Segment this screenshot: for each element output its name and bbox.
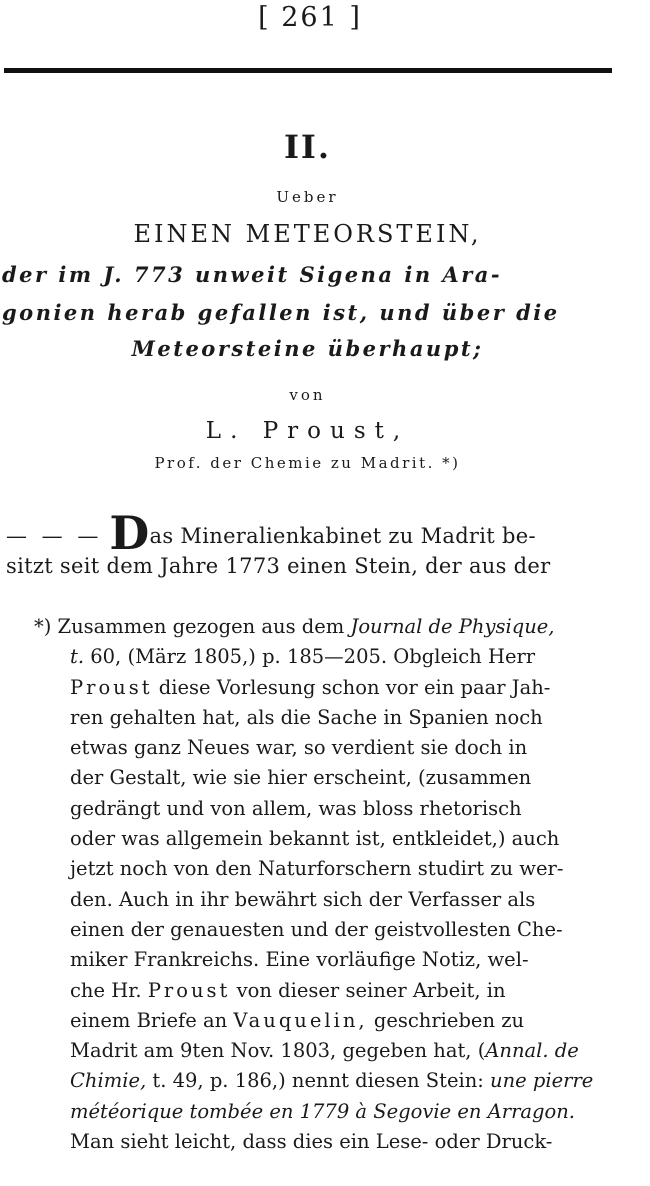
footnote xyxy=(34,612,634,1157)
body-line-2: sitzt seit dem Jahre 1773 einen Stein, der aus der xyxy=(6,554,551,578)
footnote-text: Madrit am 9ten Nov. 1803, gegeben hat, ( xyxy=(70,1039,486,1063)
footnote-quote: une pierre xyxy=(490,1069,594,1093)
footnote-line: etwas ganz Neues war, so verdient sie doch in xyxy=(70,736,528,760)
footnote-line: Man sieht leicht, dass dies ein Lese- oder Druck- xyxy=(70,1130,553,1154)
footnote-name-proust: Proust xyxy=(147,978,231,1002)
header-rule xyxy=(4,68,612,73)
footnote-text: *) Zusammen gezogen aus dem xyxy=(34,615,351,638)
subtitle-line-2: gonien herab gefallen ist, und über die xyxy=(2,300,560,325)
footnote-line: einen der genauesten und der geistvollesten Che- xyxy=(70,917,563,941)
footnote-journal-title: Journal de Physique, xyxy=(350,615,555,638)
footnote-text: von dieser seiner Arbeit, in xyxy=(230,978,506,1002)
footnote-line: den. Auch in ihr bewährt sich der Verfasser als xyxy=(70,887,536,911)
footnote-line xyxy=(34,612,634,642)
footnote-line xyxy=(34,1006,634,1036)
footnote-line: gedrängt und von allem, was bloss rhetorisch xyxy=(70,796,522,820)
body-line-1 xyxy=(6,506,626,560)
footnote-line xyxy=(34,1066,634,1096)
footnote-text: t. xyxy=(70,645,85,669)
footnote-journal-title: Chimie, xyxy=(70,1069,147,1093)
body-line-1-text: as Mineralienkabinet zu Madrit be- xyxy=(149,524,536,548)
section-numeral: II. xyxy=(283,128,332,166)
footnote-name-proust: Proust xyxy=(70,675,153,699)
dash-lead: — — — xyxy=(6,524,103,548)
footnote-text: geschrieben zu xyxy=(367,1008,525,1032)
footnote-journal-title: Annal. de xyxy=(485,1039,579,1063)
footnote-line: der Gestalt, wie sie hier erscheint, (zusammen xyxy=(70,766,532,790)
author-name: L. Proust, xyxy=(205,418,410,444)
subtitle-line-3: Meteorsteine überhaupt; xyxy=(131,336,484,361)
footnote-line: miker Frankreichs. Eine vorläufige Notiz, wel- xyxy=(70,948,529,972)
footnote-line: météorique tombée en 1779 à Segovie en Arragon. xyxy=(70,1099,576,1123)
footnote-text: che Hr. xyxy=(70,978,148,1002)
footnote-text: t. 49, p. 186,) nennt diesen Stein: xyxy=(146,1069,491,1093)
footnote-text: diese Vorlesung schon vor ein paar Jah- xyxy=(152,675,551,699)
subtitle-line-1: der im J. 773 unweit Sigena in Ara- xyxy=(2,262,503,287)
footnote-line xyxy=(34,673,634,703)
footnote-line xyxy=(34,976,634,1006)
by-line: von xyxy=(289,386,326,404)
footnote-name-vauquelin: Vauquelin, xyxy=(233,1008,368,1032)
drop-cap: D xyxy=(109,506,150,560)
footnote-line: oder was allgemein bekannt ist, entkleidet,) auch xyxy=(70,827,560,851)
footnote-line: jetzt noch von den Naturforschern studirt zu wer- xyxy=(70,857,564,881)
page-number: [ 261 ] xyxy=(258,2,362,33)
article-title: EINEN METEORSTEIN, xyxy=(133,220,482,248)
footnote-text: 60, (März 1805,) p. 185—205. Obgleich Herr xyxy=(84,645,536,669)
pre-title: Ueber xyxy=(276,188,339,206)
footnote-line xyxy=(34,1036,634,1066)
author-affiliation: Prof. der Chemie zu Madrit. *) xyxy=(154,454,461,472)
footnote-line xyxy=(34,642,634,672)
footnote-line: ren gehalten hat, als die Sache in Spanien noch xyxy=(70,705,543,729)
footnote-text: einem Briefe an xyxy=(70,1008,234,1032)
